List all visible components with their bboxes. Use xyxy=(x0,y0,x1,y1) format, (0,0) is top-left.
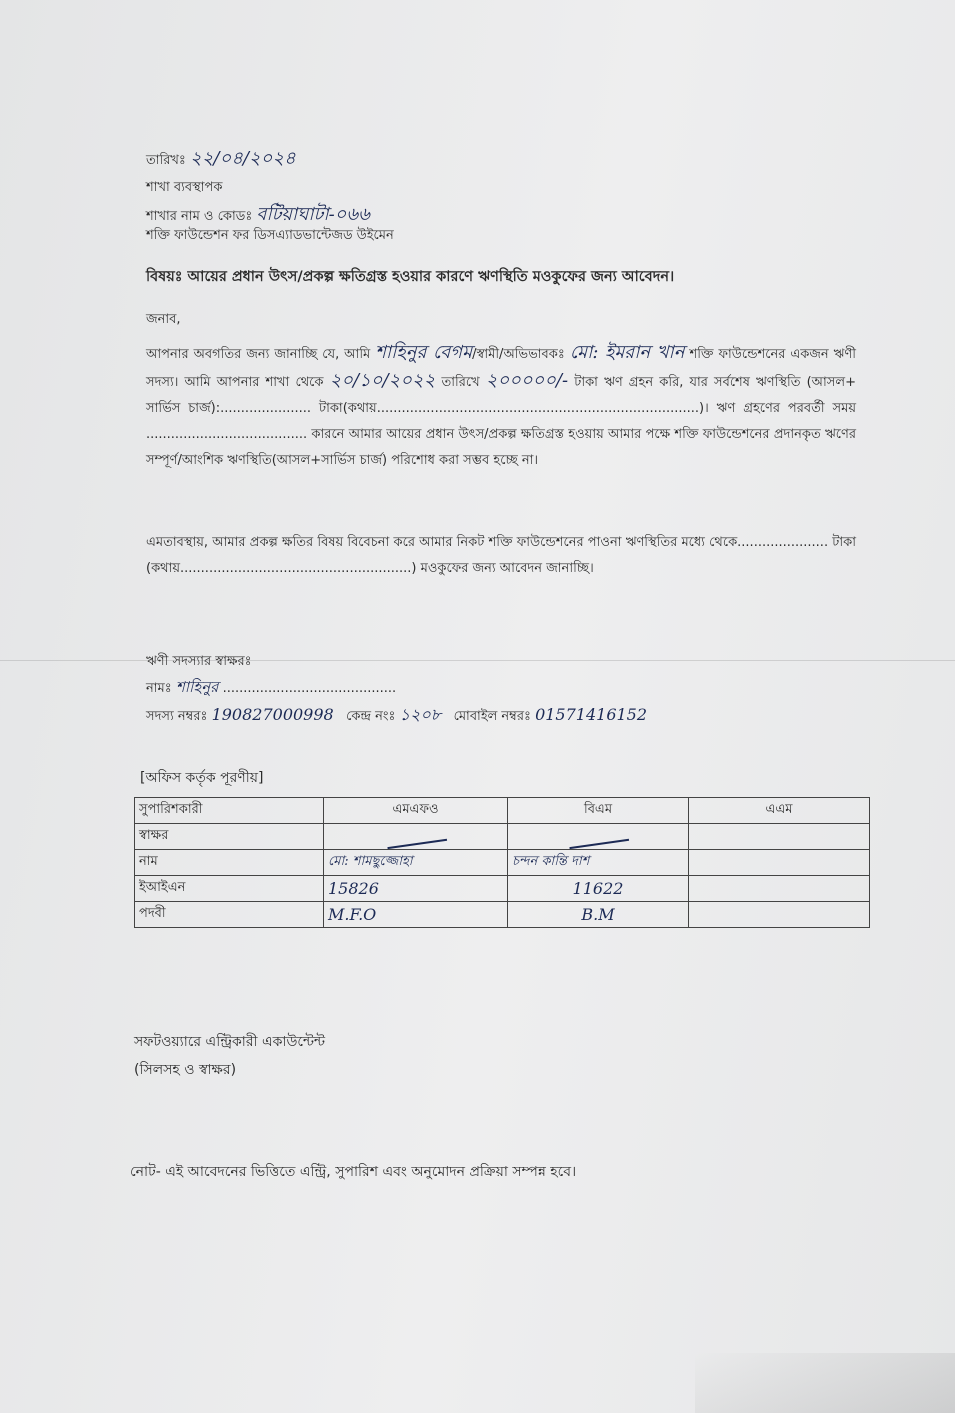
center-label: কেন্দ্র নংঃ xyxy=(346,709,396,724)
loan-amount-hand: ২০০০০০/- xyxy=(485,370,569,391)
am-name xyxy=(689,850,870,876)
mfo-ein: 15826 xyxy=(324,876,508,902)
bm-ein: 11622 xyxy=(508,876,689,902)
row-label: স্বাক্ষর xyxy=(135,824,324,850)
date-line xyxy=(146,144,296,175)
row-label: পদবী xyxy=(135,902,324,928)
mobile-label: মোবাইল নম্বরঃ xyxy=(453,709,531,724)
office-label: [অফিস কর্তৃক পূরণীয়] xyxy=(140,770,264,786)
member-name-hand: শাহিনুর বেগম xyxy=(375,342,473,363)
accountant-label: সফটওয়্যারে এন্ট্রিকারী একাউন্টেন্ট xyxy=(134,1034,326,1050)
mfo-name: মো: শামছুজ্জোহা xyxy=(324,850,508,876)
header-recommender: সুপারিশকারী xyxy=(135,798,324,824)
guardian-name-hand: মো: ইমরান খান xyxy=(569,342,685,363)
header-mfo: এমএফও xyxy=(324,798,508,824)
signature-mark xyxy=(567,820,629,848)
loan-date-hand: ২০/১০/২০২২ xyxy=(329,370,436,391)
table-row xyxy=(135,876,870,902)
member-no-label: সদস্য নম্বরঃ xyxy=(146,709,208,724)
paper-fold-line xyxy=(0,660,955,661)
paragraph-1 xyxy=(146,340,856,474)
header-am: এএম xyxy=(689,798,870,824)
am-designation xyxy=(689,902,870,928)
row-label: ইআইএন xyxy=(135,876,324,902)
p1-b: /স্বামী/অভিভাবকঃ xyxy=(472,347,565,362)
member-name-value: শাহিনুর xyxy=(175,678,219,696)
name-dots: .......................................... xyxy=(222,681,397,696)
note-line: নোট- এই আবেদনের ভিত্তিতে এন্ট্রি, সুপারিশ এবং অনুমোদন প্রক্রিয়া সম্পন্ন হবে। xyxy=(130,1164,577,1180)
p1-e: টাকা ঋণ গ্রহন করি, যার সর্বশেষ ঋণস্থিতি (আসল+ সার্ভিস চার্জ):...................... xyxy=(146,375,856,416)
am-signature xyxy=(689,824,870,850)
date-value: ২২/০৪/২০২৪ xyxy=(190,148,296,169)
bm-signature xyxy=(508,824,689,850)
mfo-designation: M.F.O xyxy=(324,902,508,928)
paragraph-2: এমতাবস্থায়, আমার প্রকল্প ক্ষতির বিষয় বিবেচনা করে আমার নিকট শক্তি ফাউন্ডেশনের পাওনা ঋণস্থিতির মধ্যে থেকে...................... টাকা (কথায়........................................................) মওকুফের জন্য আবেদন জানাচ্ছি। xyxy=(146,535,856,576)
header-bm: বিএম xyxy=(508,798,689,824)
branch-label: শাখার নাম ও কোডঃ xyxy=(146,209,253,224)
signature-mark xyxy=(384,820,446,848)
page-shadow xyxy=(695,1353,955,1413)
org-line: শক্তি ফাউন্ডেশন ফর ডিসএ্যাডভান্টেজড উইমেন xyxy=(146,228,394,243)
recommendation-table xyxy=(134,797,870,928)
member-name-label: নামঃ xyxy=(146,681,172,696)
table-row xyxy=(135,902,870,928)
mfo-signature xyxy=(324,824,508,850)
bm-designation: B.M xyxy=(508,902,689,928)
p1-c: শক্তি ফাউন্ডেশনের একজন ঋণী সদস্য। আমি আপনার শাখা থেকে xyxy=(146,347,856,390)
member-name-line xyxy=(146,676,396,701)
branch-value: বটিয়াঘাটা-০৬৬ xyxy=(256,204,370,225)
table-header-row xyxy=(135,798,870,824)
bm-name: চন্দন কান্তি দাশ xyxy=(508,850,689,876)
seal-label: (সিলসহ ও স্বাক্ষর) xyxy=(134,1062,237,1078)
p1-d: তারিখে xyxy=(441,375,480,390)
am-ein xyxy=(689,876,870,902)
subject-line: বিষয়ঃ আয়ের প্রধান উৎস/প্রকল্প ক্ষতিগ্রস্ত হওয়ার কারণে ঋণস্থিতি মওকুফের জন্য আবেদন। xyxy=(146,269,675,285)
salutation: জনাব, xyxy=(146,312,181,327)
date-label: তারিখঃ xyxy=(146,153,186,168)
manager-line: শাখা ব্যবস্থাপক xyxy=(146,180,223,195)
p1-a: আপনার অবগতির জন্য জানাচ্ছি যে, আমি xyxy=(146,347,371,362)
table-row xyxy=(135,824,870,850)
table-row xyxy=(135,850,870,876)
center-value: ১২০৮ xyxy=(399,705,442,724)
member-signature-label: ঋণী সদস্যার স্বাক্ষরঃ xyxy=(146,654,252,669)
member-details-line xyxy=(146,702,647,729)
member-no-value: 190827000998 xyxy=(211,705,334,724)
p1-f: টাকা(কথায়..............................................................................)। ঋণ গ্রহণের পরবর্তী সময় ....................................... কারনে আমার আয়ের প্রধান উৎস/প্রকল্প ক্ষতিগ্রস্ত হওয়ায় আমার পক্ষে শক্তি ফাউন্ডেশনের প্রদানকৃত ঋণের সম্পূর্ণ/আংশিক ঋণস্থিতি(আসল+সার্ভিস চার্জ) পরিশোধ করা সম্ভব হচ্ছে না। xyxy=(146,401,856,468)
row-label: নাম xyxy=(135,850,324,876)
mobile-value: 01571416152 xyxy=(535,705,648,724)
